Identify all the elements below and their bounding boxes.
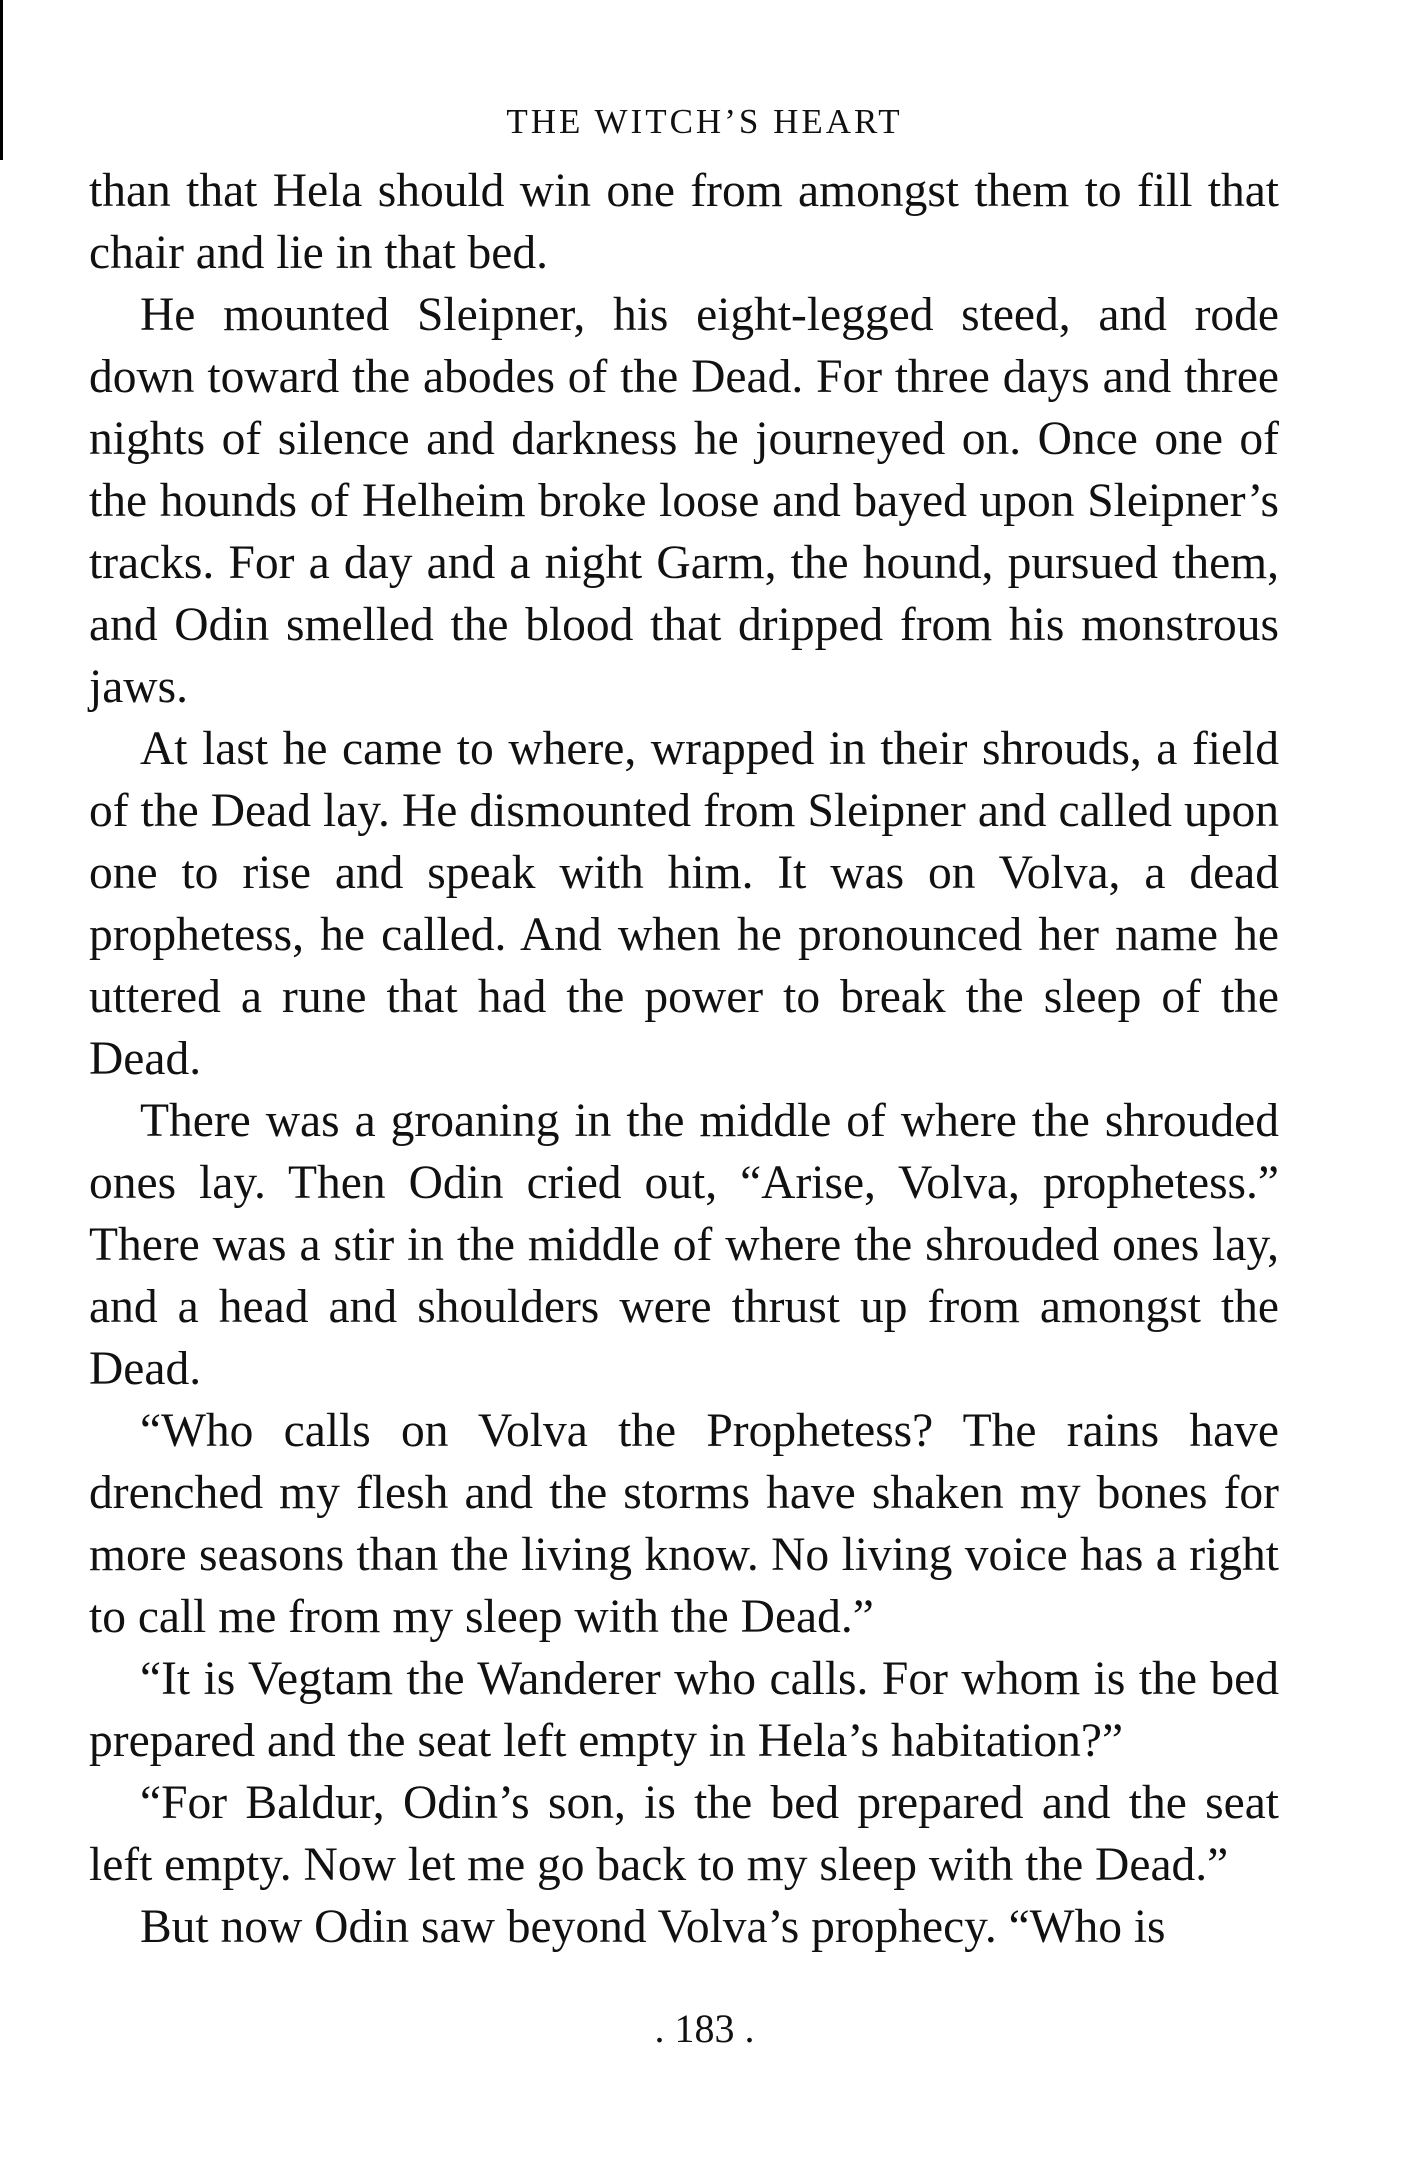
paragraph-5: “Who calls on Volva the Prophetess? The rains have drenched my flesh and the storms have shaken my bones for more seasons than the living know. No living voice has a right to call me from my sleep with the Dead.”: [89, 1405, 1279, 1643]
paragraph-8: But now Odin saw beyond Volva’s prophecy. “Who is: [140, 1901, 1166, 1953]
paragraph-1: than that Hela should win one from amongst them to fill that chair and lie in that bed.: [89, 165, 1279, 279]
running-head: THE WITCH’S HEART: [506, 102, 903, 141]
paragraph-2: He mounted Sleipner, his eight-legged steed, and rode down toward the abodes of the Dead. For three days and three nights of silence and darkness he journeyed on. Once one of the hounds of Helheim broke loose and bayed upon Sleipner’s tracks. For a day and a night Garm, the hound, pursued them, and Odin smelled the blood that dripped from his monstrous jaws.: [89, 289, 1279, 713]
paragraph-7: “For Baldur, Odin’s son, is the bed prepared and the seat left empty. Now let me go back to my sleep with the Dead.”: [89, 1777, 1279, 1891]
paragraph-4: There was a groaning in the middle of where the shrouded ones lay. Then Odin cried out, “Arise, Volva, prophetess.” There was a stir in the middle of where the shrouded ones lay, and a head and shoulders were thrust up from amongst the Dead.: [89, 1095, 1279, 1395]
body-text: [89, 160, 1279, 1958]
paragraph-6: “It is Vegtam the Wanderer who calls. For whom is the bed prepared and the seat left empty in Hela’s habitation?”: [89, 1653, 1279, 1767]
paragraph-3: At last he came to where, wrapped in their shrouds, a field of the Dead lay. He dismounted from Sleipner and called upon one to rise and speak with him. It was on Volva, a dead prophetess, he called. And when he pronounced her name he uttered a rune that had the power to break the sleep of the Dead.: [89, 723, 1279, 1085]
page-number: . 183 .: [654, 2006, 755, 2051]
